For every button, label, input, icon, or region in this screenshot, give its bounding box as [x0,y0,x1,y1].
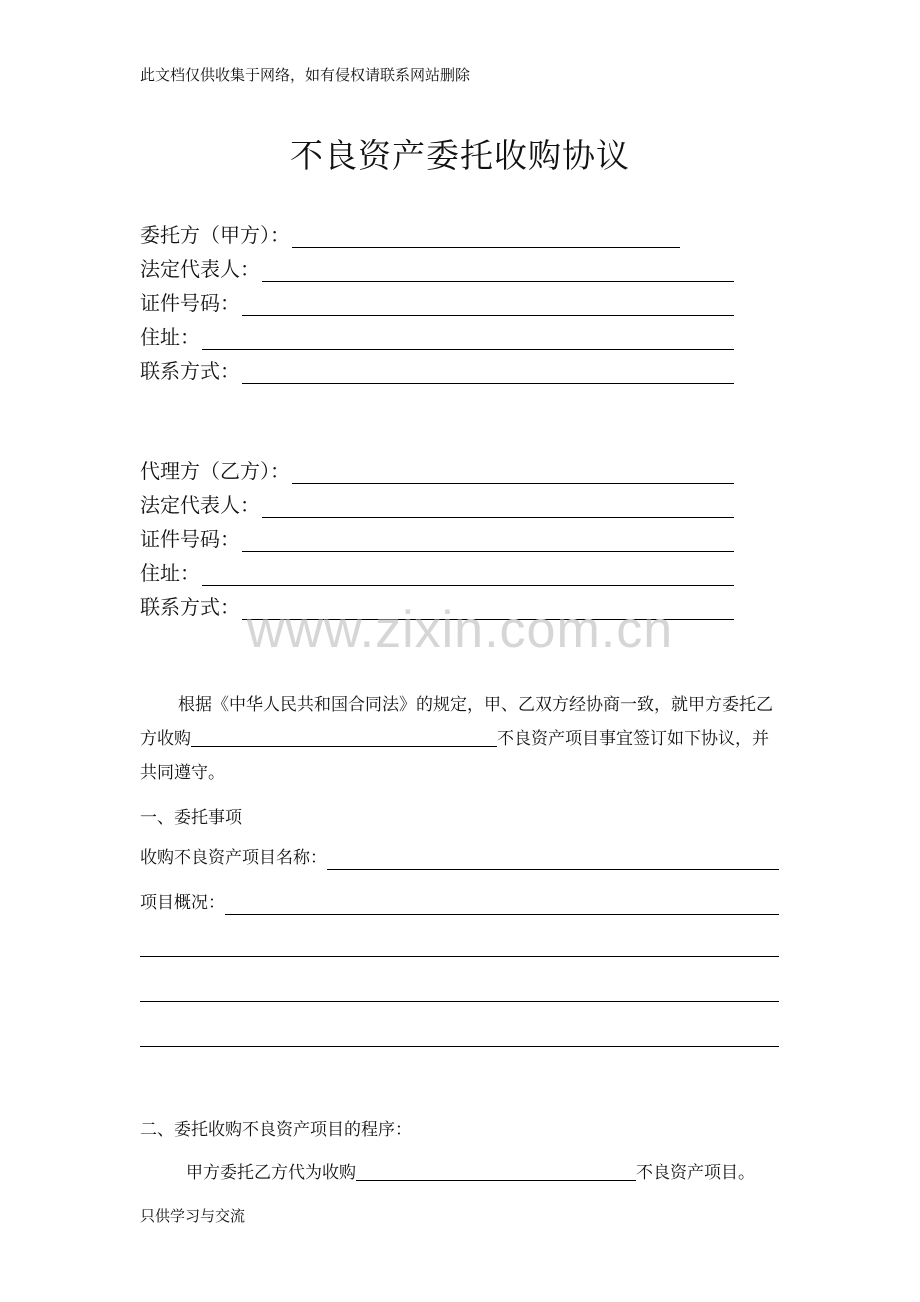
section2-text-part1: 甲方委托乙方代为收购 [186,1163,356,1183]
party-a-id-blank[interactable] [242,293,734,316]
header-note: 此文档仅供收集于网络，如有侵权请联系网站删除 [140,66,471,84]
project-overview-field [140,887,779,915]
party-a-representative-label: 法定代表人： [140,257,260,281]
party-b-name-label: 代理方（乙方）： [140,459,290,483]
party-a-representative-blank[interactable] [262,259,734,282]
party-b-representative-field [140,488,734,518]
party-b-representative-label: 法定代表人： [140,493,260,517]
party-a-address-field [140,320,734,350]
party-b-id-field [140,522,734,552]
intro-project-blank[interactable] [191,726,497,747]
party-b-representative-blank[interactable] [262,495,734,518]
party-a-representative-field [140,252,734,282]
party-a-contact-label: 联系方式： [140,359,240,383]
project-name-label: 收购不良资产项目名称： [140,848,327,868]
party-a-name-field [140,218,680,248]
section2-heading: 二、委托收购不良资产项目的程序： [140,1120,412,1140]
party-b-address-blank[interactable] [202,563,734,586]
party-a-name-blank[interactable] [292,225,680,248]
intro-text-part1: 根据《中华人民共和国合同法》的规定，甲、乙双方经协商一致，就甲方委托乙方收购 [140,695,773,749]
party-a-id-label: 证件号码： [140,291,240,315]
party-b-id-label: 证件号码： [140,527,240,551]
project-overview-blank[interactable] [225,894,779,915]
party-a-contact-field [140,354,734,384]
party-a-address-blank[interactable] [202,327,734,350]
party-a-id-field [140,286,734,316]
footer-note: 只供学习与交流 [140,1207,246,1225]
section2-line [186,1158,755,1183]
section1-heading: 一、委托事项 [140,808,242,828]
overview-line-3[interactable] [140,1001,779,1002]
intro-paragraph [140,688,780,790]
party-a-contact-blank[interactable] [242,361,734,384]
party-b-contact-label: 联系方式： [140,595,240,619]
party-a-address-label: 住址： [140,325,200,349]
overview-line-2[interactable] [140,956,779,957]
section2-text-part2: 不良资产项目。 [636,1163,755,1183]
overview-line-4[interactable] [140,1046,779,1047]
section2-project-blank[interactable] [356,1160,636,1181]
document-title: 不良资产委托收购协议 [290,136,630,175]
party-b-address-field [140,556,734,586]
project-name-blank[interactable] [327,849,779,870]
intro-text-part2: 不良资产项目事宜签订如下协议，并共同遵守。 [140,729,769,783]
project-name-field [140,842,779,870]
party-b-name-blank[interactable] [292,461,734,484]
watermark: www.zixin.com.cn [246,601,674,659]
party-b-address-label: 住址： [140,561,200,585]
party-b-id-blank[interactable] [242,529,734,552]
party-a-name-label: 委托方（甲方）： [140,223,290,247]
project-overview-label: 项目概况： [140,893,225,913]
party-b-name-field [140,454,734,484]
